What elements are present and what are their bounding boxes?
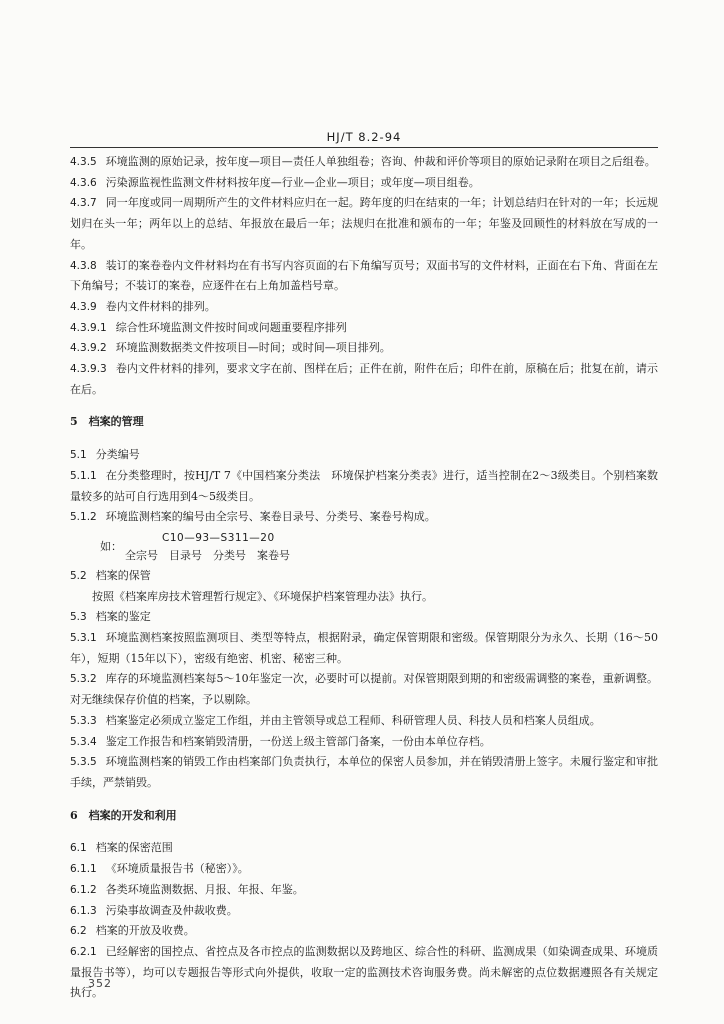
clause-text: 环境监测档案的编号由全宗号、案卷目录号、分类号、案卷号构成。 — [105, 510, 436, 524]
document-body — [70, 152, 658, 1004]
clause-number: 4.3.9.3 — [70, 363, 107, 376]
clause-text: 污染事故调查及仲裁收费。 — [105, 903, 238, 917]
example-field-labels: 全宗号 目录号 分类号 案卷号 — [125, 548, 290, 562]
spacer — [70, 794, 658, 806]
clause-5-1-1 — [70, 466, 658, 507]
clause-number: 6.2.1 — [70, 945, 97, 958]
clause-5-3-4 — [70, 732, 658, 753]
clause-6-2-1 — [70, 942, 658, 1004]
clause-text: 卷内文件材料的排列，要求文字在前、图样在后；正件在前，附件在后；印件在前，原稿在后；批复在前，请示在后。 — [70, 362, 658, 396]
clause-number: 6.1 — [70, 842, 87, 855]
example-prefix: 如： — [100, 539, 122, 553]
clause-text: 库存的环境监测档案每5～10年鉴定一次，必要时可以提前。对保管期限到期的和密级需调整的案卷，重新调整。对无继续保存价值的档案，予以剔除。 — [70, 672, 658, 707]
spacer — [70, 433, 658, 445]
spacer — [70, 400, 658, 412]
clause-5-3-3 — [70, 711, 658, 732]
clause-number: 5.3.1 — [70, 632, 97, 645]
clause-6-1-1 — [70, 859, 658, 880]
clause-number: 5.1 — [70, 449, 87, 462]
clause-number: 5.3.5 — [70, 756, 97, 769]
clause-number: 4.3.8 — [70, 259, 97, 272]
clause-6-2 — [70, 921, 658, 942]
clause-number: 5.3 — [70, 611, 87, 624]
clause-text: 档案的保密范围 — [95, 841, 173, 855]
clause-4-3-9 — [70, 297, 658, 318]
clause-number: 4.3.9.1 — [70, 321, 107, 334]
clause-number: 6.2 — [70, 925, 87, 938]
clause-4-3-9-1 — [70, 318, 658, 339]
clause-6-1 — [70, 838, 658, 859]
clause-number: 5.1.2 — [70, 511, 97, 524]
clause-text: 档案的鉴定 — [95, 610, 151, 624]
clause-text: 同一年度或同一周期所产生的文件材料应归在一起。跨年度的归在结束的一年；计划总结归在针对的一年；长远规划归在头一年；两年以上的总结、年报放在最后一年；法规归在批准和颁布的一年；年鉴及回顾性的材料放在写成的一年。 — [70, 196, 658, 251]
clause-text: 在分类整理时，按HJ/T 7《中国档案分类法 环境保护档案分类表》进行，适当控制在2～3级类目。个别档案数量较多的站可自行选用到4～5级类目。 — [70, 468, 658, 503]
clause-4-3-8 — [70, 256, 658, 297]
clause-number: 4.3.9.2 — [70, 342, 107, 355]
clause-text: 环境监测档案的销毁工作由档案部门负责执行，本单位的保密人员参加，并在销毁清册上签字。未履行鉴定和审批手续，严禁销毁。 — [70, 755, 658, 789]
page-number: 352 — [88, 977, 112, 990]
clause-number: 4.3.7 — [70, 197, 97, 210]
running-header: HJ/T 8.2-94 — [70, 130, 658, 148]
clause-number: 5.2 — [70, 569, 87, 582]
clause-5-1-2 — [70, 507, 658, 528]
clause-text: 装订的案卷卷内文件材料均在有书写内容页面的右下角编写页号；双面书写的文件材料，正面在右下角、背面在左下角编号；不装订的案卷，应逐件在右上角加盖档号章。 — [70, 258, 658, 293]
archive-number-example — [70, 528, 658, 566]
clause-text: 档案鉴定必须成立鉴定工作组，并由主管领导或总工程师、科研管理人员、科技人员和档案人员组成。 — [105, 713, 601, 727]
clause-5-2 — [70, 566, 658, 587]
clause-number: 5.3.3 — [70, 714, 97, 727]
clause-number: 5.3.2 — [70, 673, 97, 686]
clause-text: 污染源监视性监测文件材料按年度—行业—企业—项目；或年度—项目组卷。 — [105, 175, 480, 189]
clause-5-3-5 — [70, 752, 658, 793]
clause-number: 4.3.5 — [70, 156, 97, 168]
clause-text: 各类环境监测数据、月报、年报、年鉴。 — [105, 882, 304, 896]
clause-text: 环境监测档案按照监测项目、类型等特点，根据附录，确定保管期限和密级。保管期限分为永久、长期（16～50年），短期（15年以下），密级有绝密、机密、秘密三种。 — [70, 631, 658, 665]
example-code: C10—93—S311—20 — [162, 531, 275, 544]
clause-number: 5.3.4 — [70, 735, 97, 748]
clause-5-3-2 — [70, 669, 658, 710]
clause-text: 档案的开放及收费。 — [95, 924, 195, 938]
clause-text: 已经解密的国控点、省控点及各市控点的监测数据以及跨地区、综合性的科研、监测成果（如染调查成果、环境质量报告书等），均可以专题报告等形式向外提供，收取一定的监测技术咨询服务费。尚未解密的点位数据遵照各有关规定执行。 — [70, 944, 658, 1000]
section-5-title: 5 档案的管理 — [70, 415, 144, 429]
section-6-title: 6 档案的开发和利用 — [70, 808, 177, 822]
spacer — [70, 826, 658, 838]
clause-text: 环境监测数据类文件按项目—时间；或时间—项目排列。 — [115, 341, 391, 355]
clause-4-3-9-3 — [70, 359, 658, 400]
clause-4-3-7 — [70, 193, 658, 255]
clause-number: 4.3.6 — [70, 176, 97, 189]
clause-4-3-9-2 — [70, 338, 658, 359]
clause-number: 4.3.9 — [70, 300, 97, 313]
clause-text: 分类编号 — [95, 448, 140, 462]
clause-number: 5.1.1 — [70, 469, 97, 482]
clause-4-3-5 — [70, 152, 658, 173]
clause-text: 鉴定工作报告和档案销毁清册，一份送上级主管部门备案，一份由本单位存档。 — [105, 734, 491, 748]
clause-number: 6.1.2 — [70, 883, 97, 896]
clause-4-3-6 — [70, 173, 658, 194]
clause-5-2-body: 按照《档案库房技术管理暂行规定》、《环境保护档案管理办法》执行。 — [92, 589, 433, 603]
clause-text: 卷内文件材料的排列。 — [105, 299, 216, 313]
clause-text: 《环境质量报告书（秘密）》。 — [105, 862, 249, 876]
clause-number: 6.1.3 — [70, 904, 97, 917]
clause-number: 6.1.1 — [70, 863, 97, 876]
clause-6-1-3 — [70, 901, 658, 922]
clause-5-3-1 — [70, 628, 658, 669]
clause-5-1 — [70, 445, 658, 466]
clause-5-3 — [70, 607, 658, 628]
clause-6-1-2 — [70, 880, 658, 901]
clause-text: 综合性环境监测文件按时间或问题重要程序排列 — [115, 320, 347, 334]
clause-text: 档案的保管 — [95, 568, 151, 582]
clause-group-4-3 — [70, 152, 658, 400]
clause-text: 环境监测的原始记录，按年度—项目—责任人单独组卷；咨询、仲裁和评价等项目的原始记录附在项目之后组卷。 — [105, 155, 656, 168]
